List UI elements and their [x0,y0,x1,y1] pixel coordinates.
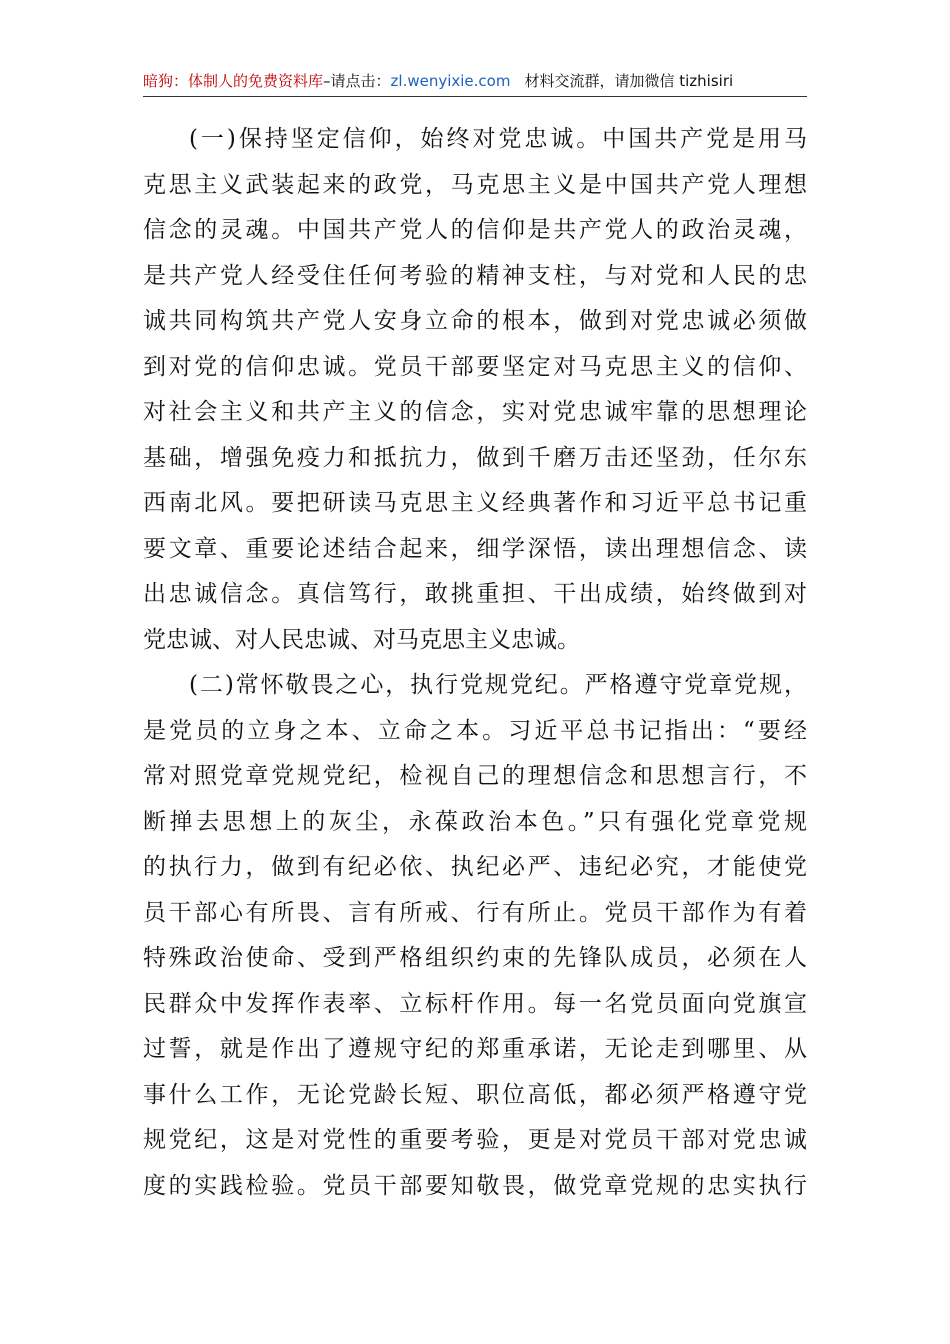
paragraph-1-line: 出忠诚信念。真信笃行，敢挑重担、干出成绩，始终做到对 [143,581,807,607]
paragraph-2-line: 事什么工作，无论党龄长短、职位高低，都必须严格遵守党 [143,1081,807,1108]
paragraph-2-line: 常对照党章党规党纪，检视自己的理想信念和思想言行，不 [143,763,807,789]
paragraph-1-line: 克思主义武装起来的政党，马克思主义是中国共产党人理想 [143,171,807,198]
paragraph-2-line: 断掸去思想上的灰尘，永葆政治本色。”只有强化党章党规 [143,808,807,835]
paragraph-2-line: 规党纪，这是对党性的重要考验，更是对党员干部对党忠诚 [143,1127,807,1153]
header-brand: 暗狗：体制人的免费资料库 [143,72,324,90]
paragraph-1-line: 到对党的信仰忠诚。党员干部要坚定对马克思主义的信仰、 [143,353,807,380]
paragraph-2-line: 过誓，就是作出了遵规守纪的郑重承诺，无论走到哪里、从 [143,1036,807,1062]
paragraph-1-line: 诚共同构筑共产党人安身立命的根本，做到对党忠诚必须做 [143,308,807,334]
header-url-link[interactable]: zl.wenyixie.com [390,72,511,90]
document-body [143,117,807,1209]
paragraph-1-line: 党忠诚、对人民忠诚、对马克思主义忠诚。 [143,626,580,653]
paragraph-1-line: 是共产党人经受住任何考验的精神支柱，与对党和人民的忠 [143,262,807,289]
paragraph-2-line: (二)常怀敬畏之心，执行党规党纪。严格遵守党章党规， [189,672,807,698]
paragraph-1-line: 基础，增强免疫力和抵抗力，做到千磨万击还坚劲，任尔东 [143,444,807,471]
paragraph-1-line: 对社会主义和共产主义的信念，实对党忠诚牢靠的思想理论 [143,399,807,425]
paragraph-2-line: 民群众中发挥作表率、立标杆作用。每一名党员面向党旗宣 [143,990,807,1017]
paragraph-2-line: 的执行力，做到有纪必依、执纪必严、违纪必究，才能使党 [143,854,807,880]
paragraph-1-line: 西南北风。要把研读马克思主义经典著作和习近平总书记重 [143,490,807,516]
paragraph-1-line: 信念的灵魂。中国共产党人的信仰是共产党人的政治灵魂， [143,217,807,243]
header-contact: 材料交流群，请加微信 tizhisiri [524,72,734,90]
paragraph-2-line: 是党员的立身之本、立命之本。习近平总书记指出：“要经 [143,717,807,744]
page-header [143,66,807,97]
paragraph-2-line: 特殊政治使命、受到严格组织约束的先锋队成员，必须在人 [143,945,807,971]
paragraph-1-line: 要文章、重要论述结合起来，细学深悟，读出理想信念、读 [143,535,807,562]
header-prompt: –请点击： [323,72,391,90]
paragraph-2-line: 员干部心有所畏、言有所戒、行有所止。党员干部作为有着 [143,899,807,926]
paragraph-1-line: (一)保持坚定信仰，始终对党忠诚。中国共产党是用马 [189,126,807,152]
paragraph-2-line: 度的实践检验。党员干部要知敬畏，做党章党规的忠实执行 [143,1172,807,1199]
